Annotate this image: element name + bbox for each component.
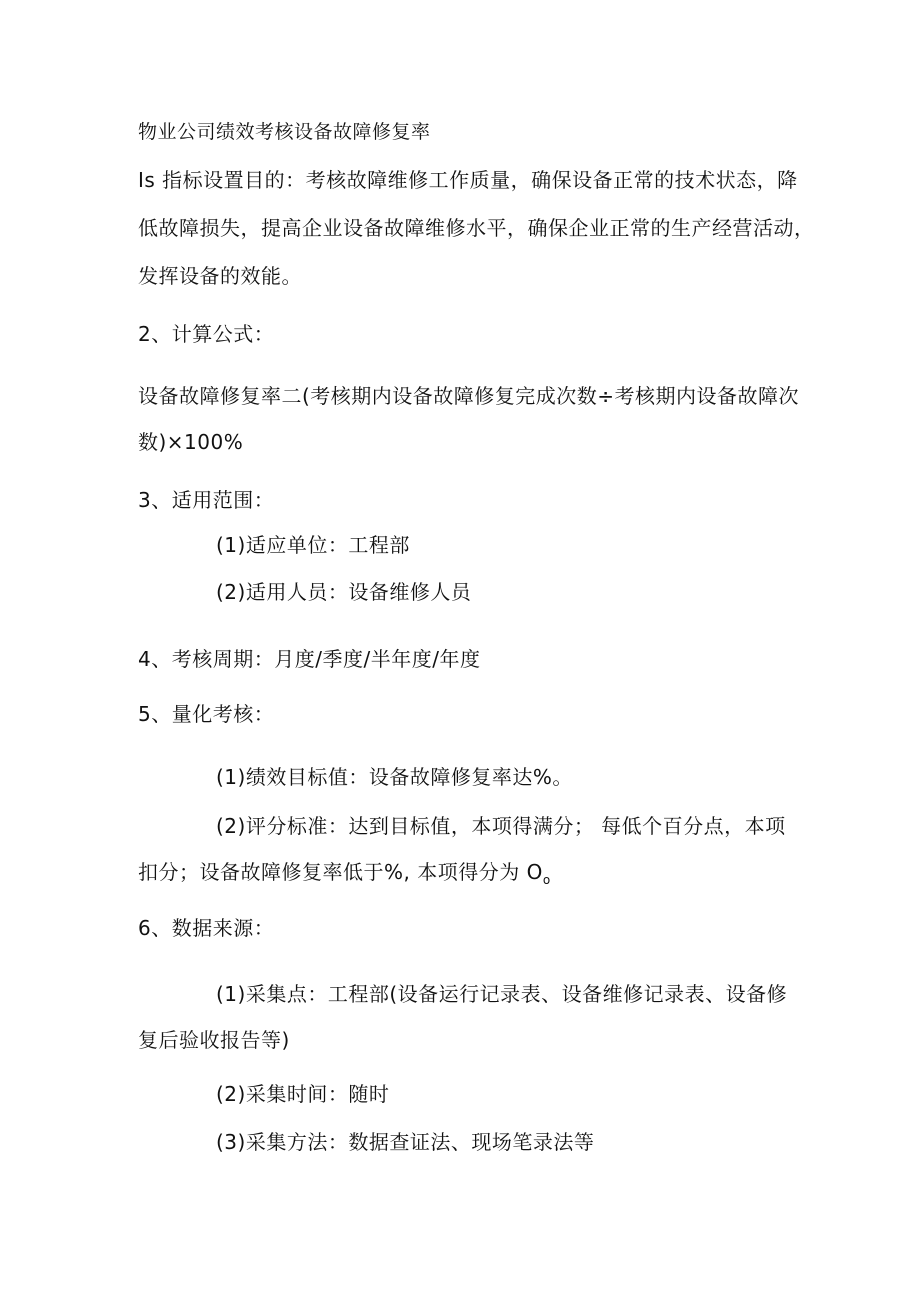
collection-time-item: (2)采集时间：随时 <box>216 1082 390 1106</box>
scope-heading: 3、适用范围： <box>138 488 275 512</box>
collection-method-item: (3)采集方法：数据查证法、现场笔录法等 <box>216 1130 595 1154</box>
scoring-standard-line-1: (2)评分标准：达到目标值，本项得满分； 每低个百分点，本项 <box>216 814 786 838</box>
quantify-heading: 5、量化考核： <box>138 702 275 726</box>
period-heading: 4、考核周期：月度/季度/半年度/年度 <box>138 647 481 671</box>
collection-point-line-1: (1)采集点：工程部(设备运行记录表、设备维修记录表、设备修 <box>216 982 788 1006</box>
data-source-heading: 6、数据来源： <box>138 916 275 940</box>
formula-line-2: 数)×100% <box>138 430 244 454</box>
objective-line-1: Is 指标设置目的：考核故障维修工作质量，确保设备正常的技术状态，降 <box>138 168 798 192</box>
scoring-standard-line-2 <box>138 858 551 894</box>
scope-item-personnel: (2)适用人员：设备维修人员 <box>216 580 472 604</box>
scope-item-unit: (1)适应单位：工程部 <box>216 533 410 557</box>
objective-line-2: 低故障损失，提高企业设备故障维修水平，确保企业正常的生产经营活动， <box>138 216 815 240</box>
collection-point-line-2: 复后验收报告等) <box>138 1028 290 1052</box>
objective-line-3: 发挥设备的效能。 <box>138 264 302 288</box>
scoring-standard-subscript: o <box>542 873 551 887</box>
document-title: 物业公司绩效考核设备故障修复率 <box>138 121 431 143</box>
formula-line-1: 设备故障修复率二(考核期内设备故障修复完成次数÷考核期内设备故障次 <box>138 384 800 408</box>
target-value-item: (1)绩效目标值：设备故障修复率达%。 <box>216 765 573 789</box>
scoring-standard-text: 扣分；设备故障修复率低于%, 本项得分为 O <box>138 860 543 884</box>
formula-heading: 2、计算公式： <box>138 322 275 346</box>
